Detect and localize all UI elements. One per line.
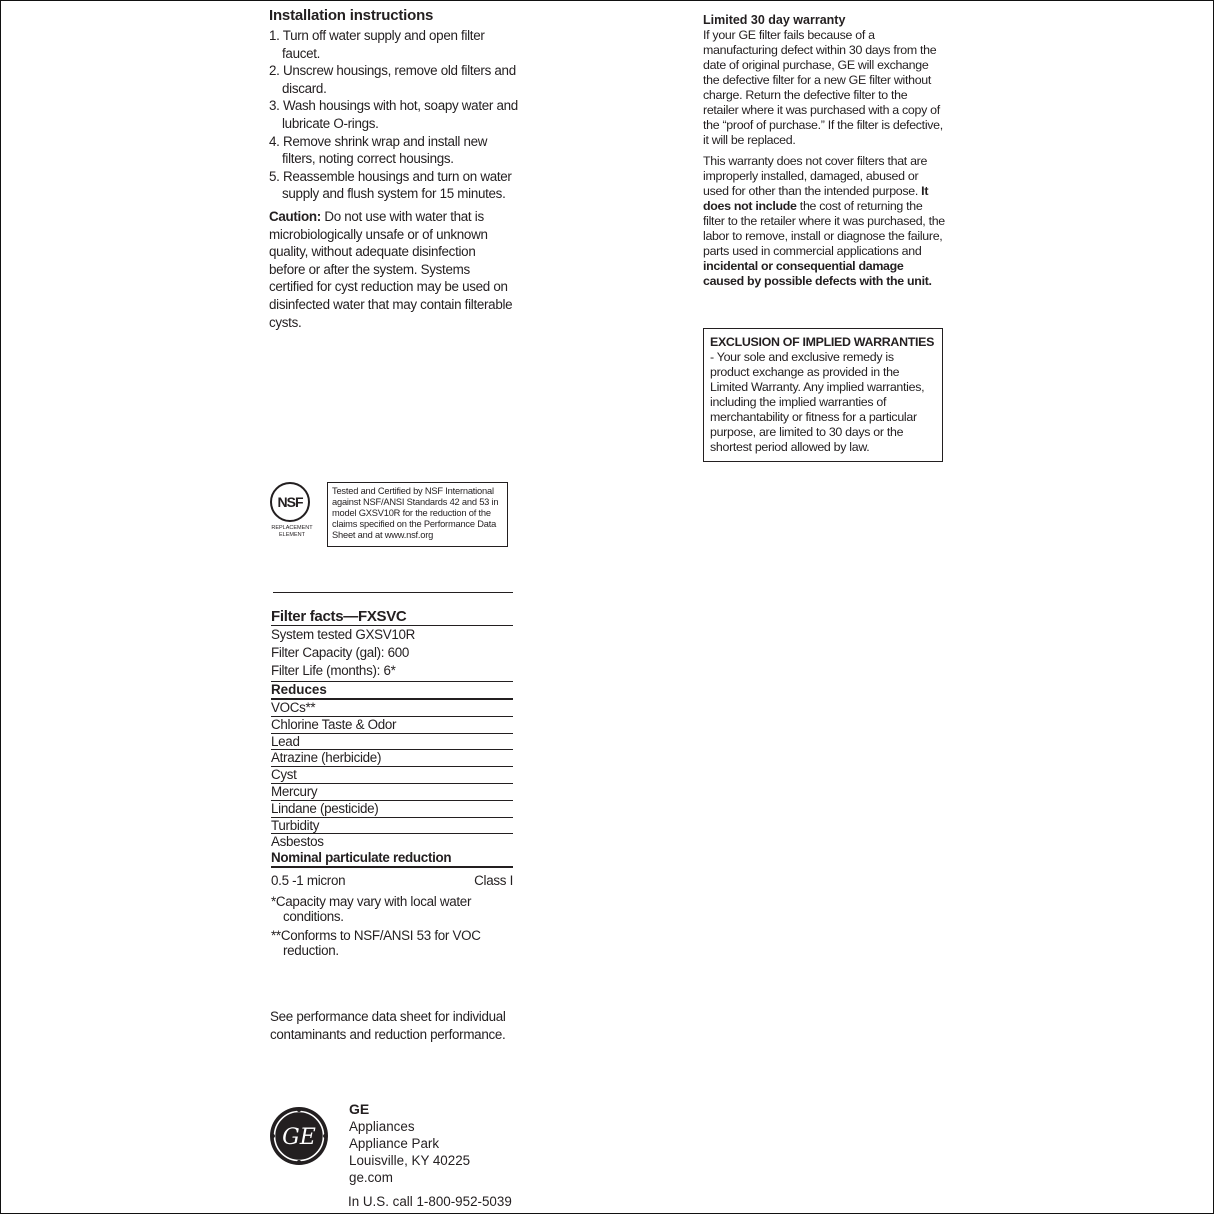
company-website: ge.com [349, 1170, 393, 1185]
micron-class: Class I [474, 873, 513, 889]
warranty-paragraph: If your GE filter fails because of a manufacturing defect within 30 days from the date of original purchase, GE will exchange the defective filter for a new GE filter without charge. Return the defective filter to the retailer where it was purchased with a copy of the “proof of purchase.” If the filter is defective, it will be replaced. [703, 28, 943, 147]
nsf-certification-box: Tested and Certified by NSF International against NSF/ANSI Standards 42 and 53 in model GXSV10R for the reduction of the claims specified on the Performance Data Sheet and at www.nsf.org [327, 482, 508, 547]
micron-value: 0.5 -1 micron [271, 873, 346, 889]
nsf-logo-subtitle: REPLACEMENT ELEMENT [271, 525, 313, 538]
caution-label: Caution: [269, 208, 321, 224]
facts-divider [273, 592, 513, 593]
warranty-bold-text: incidental or consequential damage caused by possible defects with the unit. [703, 259, 932, 288]
reduces-row: Chlorine Taste & Odor [271, 717, 513, 734]
footnote: **Conforms to NSF/ANSI 53 for VOC reduction. [271, 928, 481, 959]
filter-facts-panel [271, 592, 513, 958]
company-address [349, 1101, 470, 1186]
reduces-row: Mercury [271, 784, 513, 801]
reduces-row: Cyst [271, 767, 513, 784]
nsf-logo-text: NSF [277, 494, 303, 510]
caution-text: Do not use with water that is microbiologically unsafe or of unknown quality, without adequate disinfection before or after the system. Systems certified for cyst reduction may be used on disinfected water that may contain filterable cysts. [269, 208, 513, 330]
warranty-text: the cost of returning the filter to the retailer where it was purchased, the labor to remove, install or diagnose the failure, parts used in commercial applications and [703, 199, 945, 258]
address-line: Appliances [349, 1119, 415, 1134]
installation-step: 4. Remove shrink wrap and install new filters, noting correct housings. [269, 133, 488, 167]
installation-step: 1. Turn off water supply and open filter faucet. [269, 28, 485, 61]
ge-logo-icon [269, 1106, 329, 1171]
reduces-row: Turbidity [271, 818, 513, 835]
call-us-line: In U.S. call 1-800-952-5039 [348, 1194, 512, 1209]
reduces-row: Asbestos [271, 834, 324, 850]
warranty-text: This warranty does not cover filters that are improperly installed, damaged, abused or used for other than the intended purpose. [703, 154, 928, 198]
footnote: *Capacity may vary with local water conditions. [271, 894, 472, 925]
installation-step: 5. Reassemble housings and turn on water supply and flush system for 15 minutes. [269, 168, 512, 202]
company-name: GE [349, 1101, 370, 1117]
nsf-logo [269, 482, 315, 538]
fact-line: System tested GXSV10R [271, 627, 416, 642]
nsf-circle-icon [270, 482, 310, 522]
reduces-row: Lead [271, 734, 513, 751]
exclusion-text: - Your sole and exclusive remedy is product exchange as provided in the Limited Warranty. Any implied warranties, including the implied warranties of merchantability or fitness for a particular purpose, are limited to 30 days or the shortest period allowed by law. [710, 350, 925, 454]
ge-logo-text: GE [282, 1125, 316, 1150]
installation-step: 3. Wash housings with hot, soapy water and lubricate O-rings. [269, 98, 518, 131]
nominal-reduction-label: Nominal particulate reduction [271, 850, 513, 868]
installation-section [269, 7, 519, 331]
warranty-exclusions-paragraph [703, 154, 945, 289]
warranty-bold-text: It does not include [703, 184, 929, 213]
address-line: Louisville, KY 40225 [349, 1153, 471, 1168]
exclusion-title: EXCLUSION OF IMPLIED WARRANTIES [710, 335, 935, 349]
warranty-heading: Limited 30 day warranty [703, 13, 846, 27]
micron-row [271, 872, 513, 890]
fact-line: Filter Life (months): 6* [271, 663, 396, 678]
performance-note: See performance data sheet for individual contaminants and reduction performance. [270, 1009, 506, 1042]
reduces-row: VOCs** [271, 700, 513, 717]
warranty-section [703, 13, 945, 295]
fact-line: Filter Capacity (gal): 600 [271, 645, 410, 660]
installation-heading: Installation instructions [269, 7, 434, 24]
installation-step: 2. Unscrew housings, remove old filters and discard. [269, 63, 516, 96]
caution-note [269, 208, 514, 331]
reduces-label: Reduces [271, 681, 513, 700]
installation-steps [269, 27, 519, 203]
address-line: Appliance Park [349, 1136, 440, 1151]
reduces-row: Atrazine (herbicide) [271, 750, 513, 767]
implied-warranties-box [703, 328, 943, 462]
reduces-row: Lindane (pesticide) [271, 801, 513, 818]
filter-facts-title: Filter facts—FXSVC [271, 608, 513, 626]
